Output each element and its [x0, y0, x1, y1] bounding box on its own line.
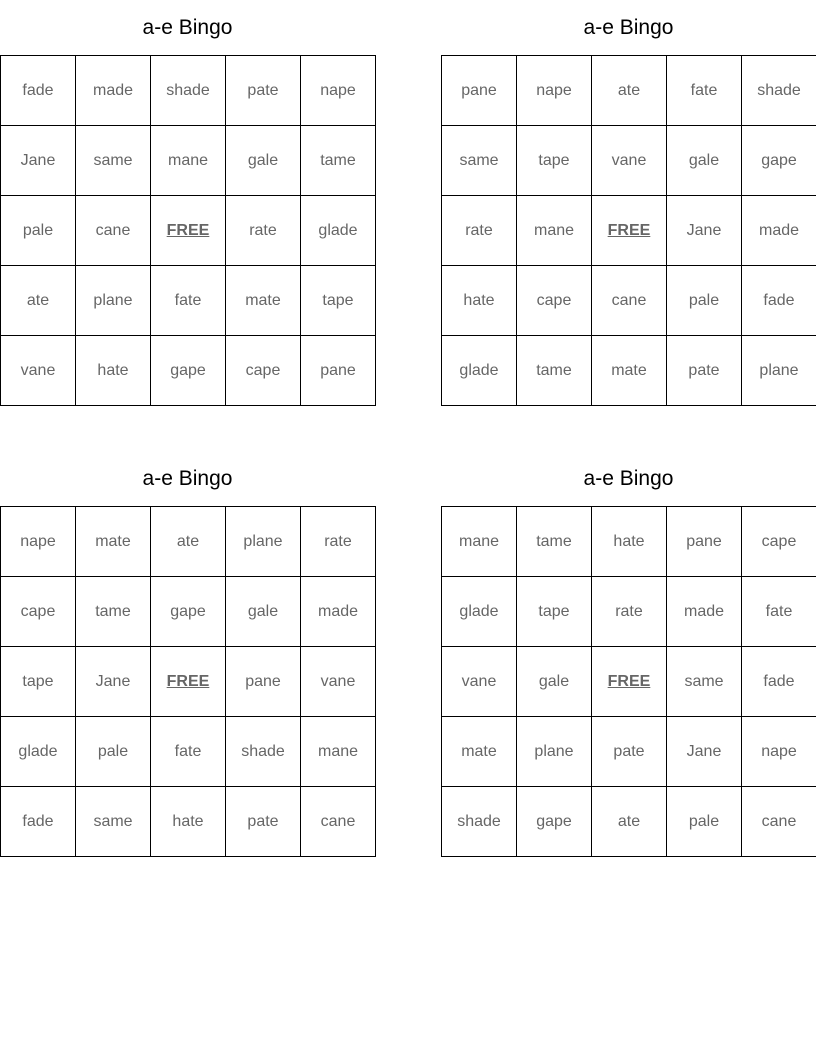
grid-cell: cane — [76, 196, 151, 266]
bingo-grid — [441, 506, 816, 857]
card-title: a-e Bingo — [142, 467, 233, 490]
grid-cell: tame — [517, 507, 592, 577]
grid-cell: fade — [742, 266, 816, 336]
grid-cell: tame — [76, 577, 151, 647]
grid-cell: Jane — [667, 717, 742, 787]
grid-cell: shade — [226, 717, 301, 787]
grid-row — [1, 577, 376, 647]
grid-row — [442, 717, 816, 787]
grid-row — [1, 507, 376, 577]
grid-cell: pale — [76, 717, 151, 787]
grid-cell: vane — [1, 336, 76, 406]
card-title: a-e Bingo — [583, 467, 674, 490]
grid-cell: gape — [151, 577, 226, 647]
free-space-cell: FREE — [151, 196, 226, 266]
grid-cell: hate — [151, 787, 226, 857]
grid-cell: vane — [442, 647, 517, 717]
grid-cell: glade — [301, 196, 376, 266]
grid-cell: gape — [742, 126, 816, 196]
grid-cell: same — [667, 647, 742, 717]
grid-cell: cape — [517, 266, 592, 336]
grid-cell: gale — [517, 647, 592, 717]
grid-cell: made — [667, 577, 742, 647]
grid-cell: fade — [742, 647, 816, 717]
grid-cell: made — [76, 56, 151, 126]
grid-cell: tape — [301, 266, 376, 336]
grid-cell: cape — [226, 336, 301, 406]
grid-row — [1, 336, 376, 406]
grid-cell: ate — [151, 507, 226, 577]
grid-cell: tape — [517, 577, 592, 647]
grid-cell: rate — [301, 507, 376, 577]
free-space-cell: FREE — [592, 196, 667, 266]
grid-cell: cape — [1, 577, 76, 647]
grid-cell: pale — [667, 787, 742, 857]
grid-row — [442, 126, 816, 196]
grid-row — [442, 647, 816, 717]
free-space-cell: FREE — [592, 647, 667, 717]
grid-cell: glade — [1, 717, 76, 787]
grid-row — [442, 56, 816, 126]
grid-cell: gale — [667, 126, 742, 196]
grid-cell: pate — [667, 336, 742, 406]
bingo-grid — [0, 55, 376, 406]
grid-cell: pane — [442, 56, 517, 126]
grid-cell: cane — [592, 266, 667, 336]
grid-cell: nape — [742, 717, 816, 787]
grid-cell: hate — [592, 507, 667, 577]
grid-cell: shade — [442, 787, 517, 857]
grid-cell: ate — [592, 56, 667, 126]
grid-row — [442, 787, 816, 857]
grid-cell: rate — [442, 196, 517, 266]
grid-cell: plane — [517, 717, 592, 787]
bingo-card-2 — [441, 0, 816, 406]
bingo-card-4 — [441, 451, 816, 857]
grid-cell: glade — [442, 336, 517, 406]
grid-cell: mate — [592, 336, 667, 406]
grid-cell: vane — [592, 126, 667, 196]
grid-cell: shade — [151, 56, 226, 126]
grid-cell: pane — [226, 647, 301, 717]
grid-row — [1, 56, 376, 126]
grid-cell: rate — [226, 196, 301, 266]
grid-cell: pate — [226, 56, 301, 126]
grid-cell: pale — [667, 266, 742, 336]
grid-cell: gape — [151, 336, 226, 406]
bingo-grid — [0, 506, 376, 857]
grid-cell: mane — [151, 126, 226, 196]
grid-cell: made — [301, 577, 376, 647]
grid-cell: fate — [742, 577, 816, 647]
grid-cell: pate — [592, 717, 667, 787]
grid-cell: pate — [226, 787, 301, 857]
bingo-card-3 — [0, 451, 375, 857]
grid-cell: plane — [226, 507, 301, 577]
grid-cell: tape — [517, 126, 592, 196]
grid-cell: gale — [226, 577, 301, 647]
grid-row — [442, 266, 816, 336]
grid-cell: cane — [742, 787, 816, 857]
grid-cell: same — [76, 787, 151, 857]
grid-row — [442, 577, 816, 647]
grid-cell: fate — [667, 56, 742, 126]
grid-cell: mate — [442, 717, 517, 787]
grid-cell: nape — [517, 56, 592, 126]
grid-cell: mate — [76, 507, 151, 577]
grid-cell: mane — [517, 196, 592, 266]
grid-row — [1, 787, 376, 857]
grid-cell: Jane — [76, 647, 151, 717]
bingo-card-1 — [0, 0, 375, 406]
bingo-grid — [441, 55, 816, 406]
grid-cell: pane — [667, 507, 742, 577]
grid-cell: nape — [1, 507, 76, 577]
grid-cell: fade — [1, 56, 76, 126]
grid-cell: rate — [592, 577, 667, 647]
grid-cell: nape — [301, 56, 376, 126]
grid-row — [1, 196, 376, 266]
grid-cell: shade — [742, 56, 816, 126]
grid-row — [442, 196, 816, 266]
grid-cell: Jane — [667, 196, 742, 266]
grid-cell: tape — [1, 647, 76, 717]
grid-cell: gape — [517, 787, 592, 857]
grid-cell: fate — [151, 266, 226, 336]
grid-cell: mate — [226, 266, 301, 336]
grid-cell: ate — [592, 787, 667, 857]
grid-cell: hate — [442, 266, 517, 336]
grid-cell: pale — [1, 196, 76, 266]
grid-cell: gale — [226, 126, 301, 196]
grid-cell: glade — [442, 577, 517, 647]
grid-cell: mane — [442, 507, 517, 577]
grid-cell: fate — [151, 717, 226, 787]
grid-cell: same — [442, 126, 517, 196]
card-title: a-e Bingo — [142, 16, 233, 39]
grid-cell: plane — [742, 336, 816, 406]
grid-cell: made — [742, 196, 816, 266]
grid-cell: same — [76, 126, 151, 196]
grid-cell: vane — [301, 647, 376, 717]
grid-row — [442, 336, 816, 406]
grid-cell: tame — [517, 336, 592, 406]
grid-cell: ate — [1, 266, 76, 336]
grid-row — [1, 126, 376, 196]
grid-cell: pane — [301, 336, 376, 406]
card-title: a-e Bingo — [583, 16, 674, 39]
grid-row — [1, 266, 376, 336]
grid-cell: cape — [742, 507, 816, 577]
grid-cell: cane — [301, 787, 376, 857]
grid-row — [1, 647, 376, 717]
grid-cell: Jane — [1, 126, 76, 196]
grid-row — [1, 717, 376, 787]
grid-cell: fade — [1, 787, 76, 857]
grid-cell: plane — [76, 266, 151, 336]
grid-cell: tame — [301, 126, 376, 196]
grid-cell: hate — [76, 336, 151, 406]
grid-row — [442, 507, 816, 577]
free-space-cell: FREE — [151, 647, 226, 717]
grid-cell: mane — [301, 717, 376, 787]
